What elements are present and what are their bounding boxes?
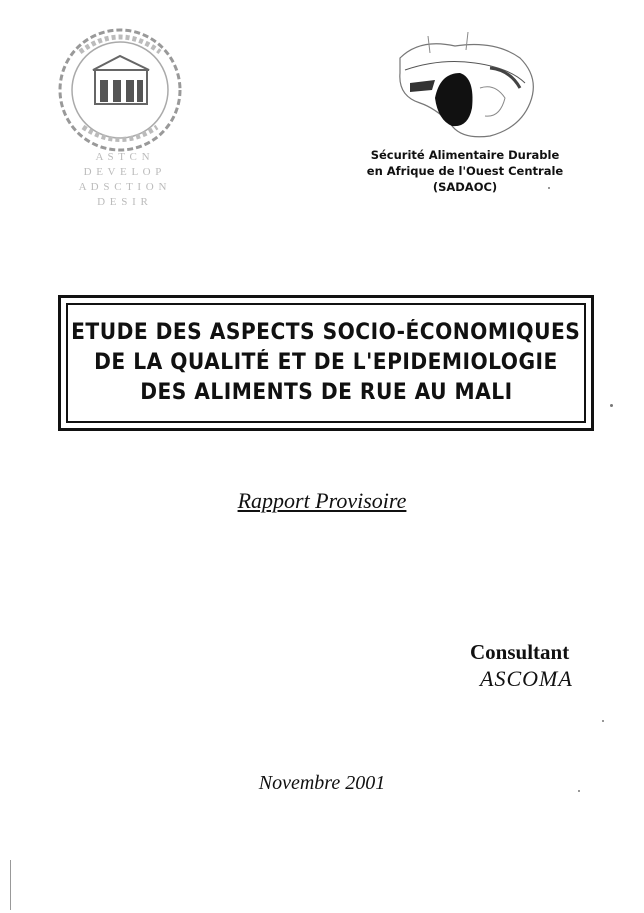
sadaoc-logo xyxy=(380,28,550,143)
scan-speck xyxy=(548,187,550,189)
seal-caption-line: A S T C N xyxy=(95,151,151,163)
seal-caption-line: D E V E L O P xyxy=(83,166,163,178)
scan-speck xyxy=(610,404,613,407)
org-line-1: Sécurité Alimentaire Durable xyxy=(370,148,560,162)
seal-caption-line: D E S I R xyxy=(97,196,149,208)
title-line-2: DE LA QUALITÉ ET DE L'EPIDEMIOLOGIE xyxy=(94,350,558,375)
seal-caption xyxy=(38,150,208,210)
scan-speck xyxy=(602,720,604,722)
org-line-3: (SADAOC) xyxy=(432,180,498,194)
consultant-label: Consultant xyxy=(470,640,570,664)
title-line-1: ETUDE DES ASPECTS SOCIO-ÉCONOMIQUES xyxy=(71,320,581,345)
report-type: Rapport Provisoire xyxy=(237,488,407,513)
consultant-name: ASCOMA xyxy=(480,666,573,691)
seal-caption-line: A D S C T I O N xyxy=(78,181,168,193)
scan-speck xyxy=(578,790,580,792)
title-frame xyxy=(58,295,594,431)
title-inner-frame xyxy=(66,303,586,423)
document-date: Novembre 2001 xyxy=(258,772,386,794)
org-line-2: en Afrique de l'Ouest Centrale xyxy=(366,164,564,178)
title-line-3: DES ALIMENTS DE RUE AU MALI xyxy=(139,380,513,405)
organization-name xyxy=(340,147,590,195)
scan-edge-line xyxy=(10,860,11,910)
